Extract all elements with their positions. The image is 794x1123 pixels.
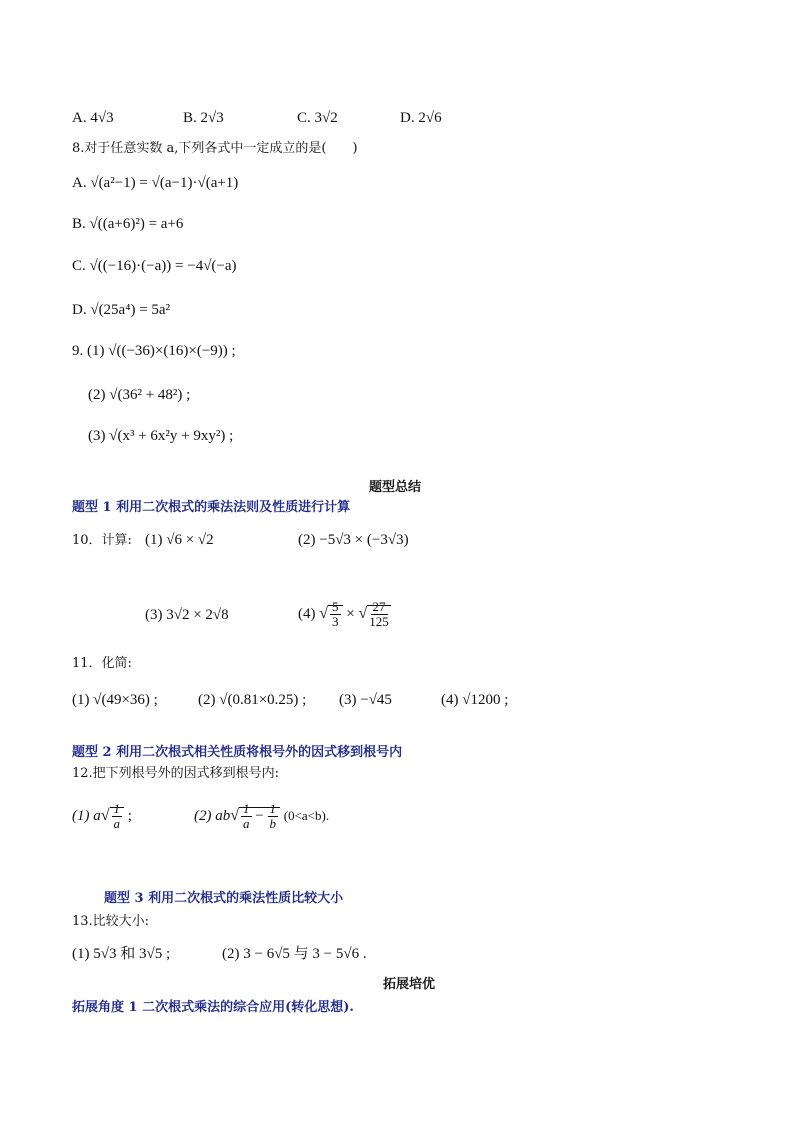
fraction-numerator: 1 bbox=[269, 801, 276, 817]
question-11-part-1: (1) √(49×36) ; bbox=[72, 692, 158, 708]
option-a: A. 4√3 bbox=[72, 110, 114, 126]
question-8-stem: 8.对于任意实数 a,下列各式中一定成立的是( ) bbox=[72, 141, 358, 156]
fraction-denominator: a bbox=[113, 816, 121, 832]
option-b: B. 2√3 bbox=[183, 110, 224, 126]
semicolon: ; bbox=[127, 808, 132, 824]
type-2-title: 题型 2 利用二次根式相关性质将根号外的因式移到根号内 bbox=[72, 745, 403, 760]
times-sign: × bbox=[346, 606, 355, 622]
question-10-part-4-label: (4) bbox=[298, 606, 316, 622]
question-13-part-2: (2) 3 − 6√5 与 3 − 5√6 . bbox=[222, 946, 367, 962]
question-9-part-2: (2) √(36² + 48²) ; bbox=[88, 387, 191, 403]
question-10-part-2: (2) −5√3 × (−3√3) bbox=[298, 532, 409, 548]
question-8-option-c: C. √((−16)·(−a)) = −4√(−a) bbox=[72, 258, 237, 274]
fraction-numerator: 1 bbox=[113, 801, 121, 817]
fraction-denominator: a bbox=[243, 816, 250, 832]
question-11-part-3: (3) −√45 bbox=[339, 692, 392, 708]
fraction-numerator: 1 bbox=[243, 801, 250, 817]
fraction-numerator: 27 bbox=[372, 599, 386, 615]
question-12-label: 12.把下列根号外的因式移到根号内: bbox=[72, 766, 280, 781]
question-12-part-2-label: (2) ab bbox=[194, 808, 231, 824]
summary-heading: 题型总结 bbox=[369, 480, 422, 495]
question-12-part-1-label: (1) a bbox=[72, 808, 101, 824]
question-8-option-d: D. √(25a⁴) = 5a² bbox=[72, 302, 171, 318]
minus-sign: − bbox=[255, 808, 264, 824]
fraction-denominator: 3 bbox=[332, 614, 339, 630]
sqrt-difference: √ $\frac{1}{a}$ − $\frac{1}{b}$ bbox=[230, 798, 280, 834]
option-c: C. 3√2 bbox=[297, 110, 338, 126]
question-11-part-2: (2) √(0.81×0.25) ; bbox=[198, 692, 307, 708]
question-12-part-2 bbox=[194, 798, 329, 834]
question-11-label: 11．化简: bbox=[72, 656, 132, 671]
question-8-option-a: A. √(a²−1) = √(a−1)·√(a+1) bbox=[72, 175, 239, 191]
question-10-label: 10．计算: bbox=[72, 533, 132, 548]
sqrt-one-over-a: √ $\frac{1}{a}$ bbox=[101, 798, 124, 834]
fraction-denominator: 125 bbox=[369, 614, 389, 630]
sqrt-27-over-125: √ $\frac{27}{125}$ bbox=[358, 599, 389, 630]
fraction-denominator: b bbox=[269, 816, 276, 832]
question-13-label: 13.比较大小: bbox=[72, 914, 150, 929]
question-8-option-b: B. √((a+6)²) = a+6 bbox=[72, 216, 184, 232]
extension-item-1: 拓展角度 1 二次根式乘法的综合应用(转化思想). bbox=[72, 1000, 354, 1015]
option-d: D. 2√6 bbox=[400, 110, 442, 126]
type-3-title: 题型 3 利用二次根式的乘法性质比较大小 bbox=[104, 891, 344, 906]
question-9-part-1: 9. (1) √((−36)×(16)×(−9)) ; bbox=[72, 343, 236, 359]
sqrt-five-thirds: √ $\frac{5}{3}$ bbox=[319, 596, 342, 632]
extension-heading: 拓展培优 bbox=[383, 977, 436, 992]
question-13-part-1: (1) 5√3 和 3√5 ; bbox=[72, 946, 171, 962]
type-1-title: 题型 1 利用二次根式的乘法法则及性质进行计算 bbox=[72, 500, 351, 515]
question-10-part-1: (1) √6 × √2 bbox=[145, 532, 214, 548]
condition-text: (0<a<b). bbox=[283, 808, 330, 823]
question-9-part-3: (3) √(x³ + 6x²y + 9xy²) ; bbox=[88, 428, 234, 444]
fraction-numerator: 5 bbox=[332, 599, 339, 615]
question-10-part-3: (3) 3√2 × 2√8 bbox=[145, 607, 229, 623]
question-12-part-1 bbox=[72, 798, 132, 834]
question-11-part-4: (4) √1200 ; bbox=[441, 692, 509, 708]
question-10-part-4 bbox=[298, 596, 391, 632]
